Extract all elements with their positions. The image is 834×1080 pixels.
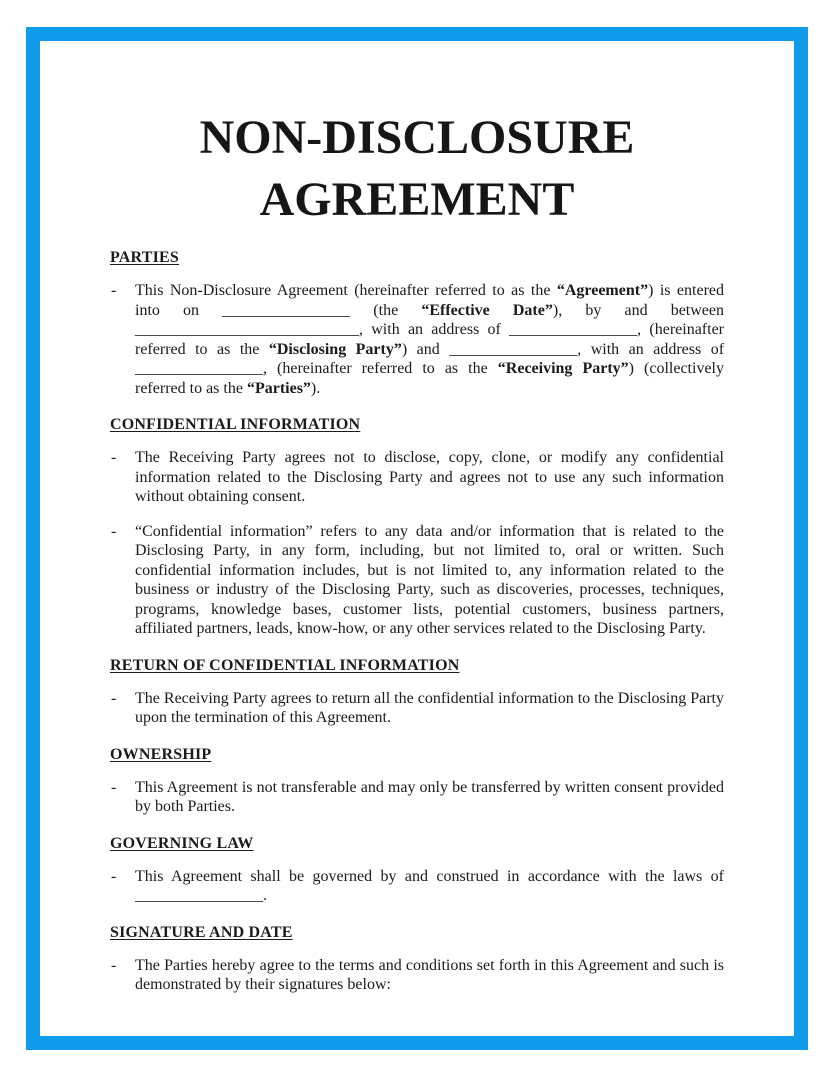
bullet-item [110, 778, 724, 817]
bullet-dash: - [111, 282, 117, 299]
document-title-line-1: NON-DISCLOSURE [199, 111, 635, 164]
section-heading-return-of-confidential-information: RETURN OF CONFIDENTIAL INFORMATION [110, 656, 460, 674]
bullet-dash: - [111, 522, 117, 540]
document-title-line-2: AGREEMENT [259, 173, 575, 226]
bullet-item [110, 689, 724, 728]
document-title [110, 107, 724, 231]
bullet-dash: - [111, 867, 117, 885]
bullet-item [110, 448, 724, 507]
section-signature-and-date [110, 923, 724, 995]
section-heading-signature-and-date: SIGNATURE AND DATE [110, 923, 293, 941]
bullet-item [110, 281, 724, 398]
bullet-text: This Agreement is not transferable and may only be transferred by written consent provided by both Parties. [135, 778, 724, 815]
section-governing-law [110, 834, 724, 906]
bullet-item [110, 867, 724, 906]
bullet-item [110, 956, 724, 995]
section-heading-confidential-information: CONFIDENTIAL INFORMATION [110, 416, 361, 433]
bullet-text: This Non-Disclosure Agreement (hereinafter referred to as the “Agreement”) is entered into on ________________ (the “Effective Date”), by and between ____________________________, with an address of ________________, (hereinafter referred to as the “Disclosing Party”) and ________________, with an address of ________________, (hereinafter referred to as the “Receiving Party”) (collectively referred to as the “Parties”). [135, 282, 725, 397]
bullet-text: This Agreement shall be governed by and construed in accordance with the laws of ________________. [135, 867, 724, 904]
bullet-item [110, 522, 724, 639]
page-border-frame [26, 27, 808, 1050]
section-heading-governing-law: GOVERNING LAW [110, 834, 254, 852]
bullet-text: The Receiving Party agrees to return all the confidential information to the Disclosing Party upon the termination of this Agreement. [135, 689, 724, 726]
bullet-dash: - [111, 449, 117, 466]
section-confidential-information [110, 415, 724, 639]
bullet-dash: - [111, 689, 117, 707]
bullet-text: The Receiving Party agrees not to disclose, copy, clone, or modify any confidential information related to the Disclosing Party and agrees not to use any such information without obtaining consent. [135, 449, 724, 505]
section-heading-parties: PARTIES [110, 249, 180, 266]
bullet-dash: - [111, 778, 117, 796]
section-parties [110, 248, 724, 398]
section-return-of-confidential-information [110, 656, 724, 728]
section-ownership [110, 745, 724, 817]
bullet-text: “Confidential information” refers to any data and/or information that is related to the Disclosing Party, in any form, including, but not limited to, oral or written. Such confidential information includes, but is not limited to, any information related to the business or industry of the Disclosing Party, such as discoveries, processes, techniques, programs, knowledge bases, customer lists, potential customers, business partners, affiliated partners, leads, know-how, or any other services related to the Disclosing Party. [135, 522, 724, 637]
section-heading-ownership: OWNERSHIP [110, 745, 212, 763]
bullet-text: The Parties hereby agree to the terms and conditions set forth in this Agreement and such is demonstrated by their signatures below: [135, 956, 724, 993]
document-body [40, 41, 794, 995]
bullet-dash: - [111, 956, 117, 974]
